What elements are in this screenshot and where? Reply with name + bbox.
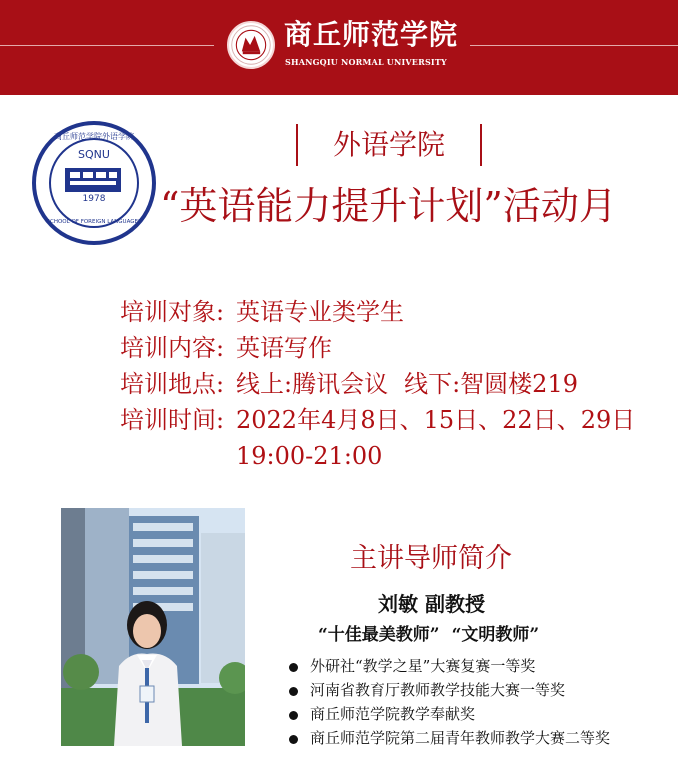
honor-civilized-teacher: “文明教师” [451, 625, 540, 645]
section-title: 外语学院 [296, 124, 482, 166]
bullet-icon [289, 663, 298, 672]
training-time-label: 培训时间: [120, 406, 225, 434]
seal-chinese-text: 商丘师范学院外语学院 [54, 132, 134, 141]
tutor-photo [61, 508, 245, 746]
training-time-hours: 19:00-21:00 [236, 442, 383, 470]
training-time-dates: 2022年4月8日、15日、22日、29日 [236, 406, 636, 434]
tutor-intro-heading: 主讲导师简介 [350, 543, 512, 574]
training-location-online: 线上:腾讯会议 [236, 370, 389, 398]
award-item [289, 678, 669, 702]
tutor-awards-list [289, 654, 669, 750]
training-target-label: 培训对象: [120, 298, 225, 326]
award-item [289, 654, 669, 678]
bullet-icon [289, 735, 298, 744]
seal-english-text: SCHOOL OF FOREIGN LANGUAGES [46, 219, 142, 225]
bullet-icon [289, 687, 298, 696]
award-item [289, 726, 669, 750]
banner-divider-right [470, 45, 678, 46]
training-content-label: 培训内容: [120, 334, 225, 362]
training-target-row [120, 294, 660, 330]
header-banner [0, 0, 678, 95]
training-content-value: 英语写作 [236, 334, 332, 362]
training-location-row [120, 366, 660, 402]
award-text: 商丘师范学院教学奉献奖 [310, 705, 476, 723]
tutor-honors [318, 621, 558, 649]
award-text: 商丘师范学院第二届青年教师教学大赛二等奖 [310, 729, 611, 747]
university-logo-icon [227, 21, 275, 69]
school-seal-logo [31, 120, 157, 246]
banner-divider-left [0, 45, 214, 46]
university-name: 商丘师范学院 [284, 18, 459, 51]
training-location-label: 培训地点: [120, 370, 225, 398]
event-title: “英语能力提升计划”活动月 [160, 184, 617, 228]
university-name-english: SHANGQIU NORMAL UNIVERSITY [285, 57, 447, 67]
award-item [289, 702, 669, 726]
award-text: 河南省教育厅教师教学技能大赛一等奖 [310, 681, 566, 699]
tutor-name: 刘敏 副教授 [378, 592, 485, 616]
seal-abbr-text: SQNU [78, 148, 110, 161]
bullet-icon [289, 711, 298, 720]
honor-best-teacher: “十佳最美教师” [318, 625, 440, 645]
seal-year-text: 1978 [82, 194, 106, 204]
training-time-row [120, 402, 660, 438]
award-text: 外研社“教学之星”大赛复赛一等奖 [310, 657, 536, 675]
seal-building-icon [65, 168, 121, 192]
training-content-row [120, 330, 660, 366]
training-target-value: 英语专业类学生 [236, 298, 404, 326]
training-info [120, 294, 660, 474]
training-location-offline: 线下:智圆楼219 [404, 370, 578, 398]
training-time-hours-row [120, 438, 660, 474]
